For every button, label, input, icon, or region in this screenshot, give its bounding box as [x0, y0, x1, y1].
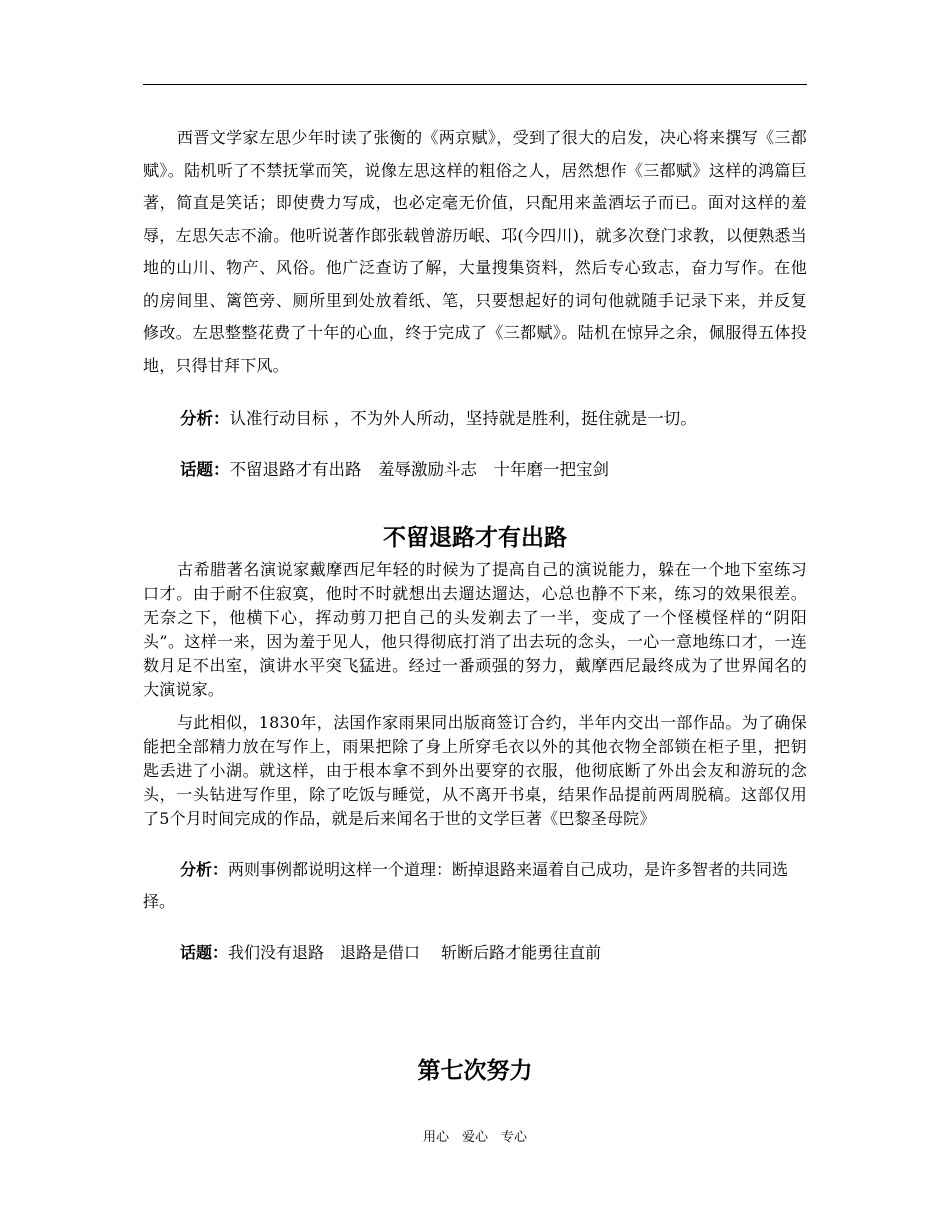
topic-text: 不留退路才有出路 羞辱激励斗志 十年磨一把宝剑: [229, 460, 609, 479]
topic-line-1: [180, 456, 609, 480]
analysis-line-2: [143, 854, 807, 918]
story-hugo-paragraph: 与此相似，1830年，法国作家雨果同出版商签订合约，半年内交出一部作品。为了确保能把全部精力放在写作上，雨果把除了身上所穿毛衣以外的其他衣物全部锁在柜子里，把钥匙丢进了小湖。就这样，由于根本拿不到外出要穿的衣服，他彻底断了外出会友和游玩的念头，一头钻进写作里，除了吃饭与睡觉，从不离开书桌，结果作品提前两周脱稿。这部仅用了5个月时间完成的作品，就是后来闻名于世的文学巨著《巴黎圣母院》: [143, 713, 807, 828]
story-left-si-paragraph: 西晋文学家左思少年时读了张衡的《两京赋》，受到了很大的启发，决心将来撰写《三都赋》。陆机听了不禁抚掌而笑，说像左思这样的粗俗之人，居然想作《三都赋》这样的鸿篇巨著，简直是笑话；即使费力写成，也必定毫无价值，只配用来盖酒坛子而已。面对这样的羞辱，左思矢志不渝。他听说著作郎张载曾游历岷、邛(今四川)，就多次登门求教，以便熟悉当地的山川、物产、风俗。他广泛查访了解，大量搜集资料，然后专心致志，奋力写作。在他的房间里、篱笆旁、厕所里到处放着纸、笔，只要想起好的词句他就随手记录下来，并反复修改。左思整整花费了十年的心血，终于完成了《三都赋》。陆机在惊异之余，佩服得五体投地，只得甘拜下风。: [143, 128, 807, 375]
analysis-label: 分析：: [180, 860, 229, 879]
analysis-label: 分析：: [180, 409, 230, 428]
analysis-text: 认准行动目标 ，不为外人所动，坚持就是胜利，挺住就是一切。: [229, 409, 697, 428]
topic-line-2: [180, 940, 601, 963]
header-rule: [143, 84, 807, 85]
analysis-text: 两则事例都说明这样一个道理：断掉退路来逼着自己成功，是许多智者的共同选择。: [143, 860, 789, 911]
topic-label: 话题：: [180, 943, 229, 962]
topic-label: 话题：: [180, 460, 230, 479]
section-heading-seventh-effort: 第七次努力: [417, 1058, 533, 1084]
section-heading-no-retreat: 不留退路才有出路: [383, 525, 567, 551]
page-footer: 用心 爱心 专心: [422, 1130, 527, 1145]
topic-text: 我们没有退路 退路是借口 斩断后路才能勇往直前: [228, 943, 602, 962]
story-demosthenes-paragraph: 古希腊著名演说家戴摩西尼年轻的时候为了提高自己的演说能力，躲在一个地下室练习口才。由于耐不住寂寞，他时不时就想出去遛达遛达，心总也静不下来，练习的效果很差。无奈之下，他横下心，挥动剪刀把自己的头发剃去了一半，变成了一个怪模怪样的“阴阳头”。这样一来，因为羞于见人，他只得彻底打消了出去玩的念头，一心一意地练口才，一连数月足不出室，演讲水平突飞猛进。经过一番顽强的努力，戴摩西尼最终成为了世界闻名的大演说家。: [143, 560, 807, 699]
analysis-line-1: [180, 405, 697, 429]
